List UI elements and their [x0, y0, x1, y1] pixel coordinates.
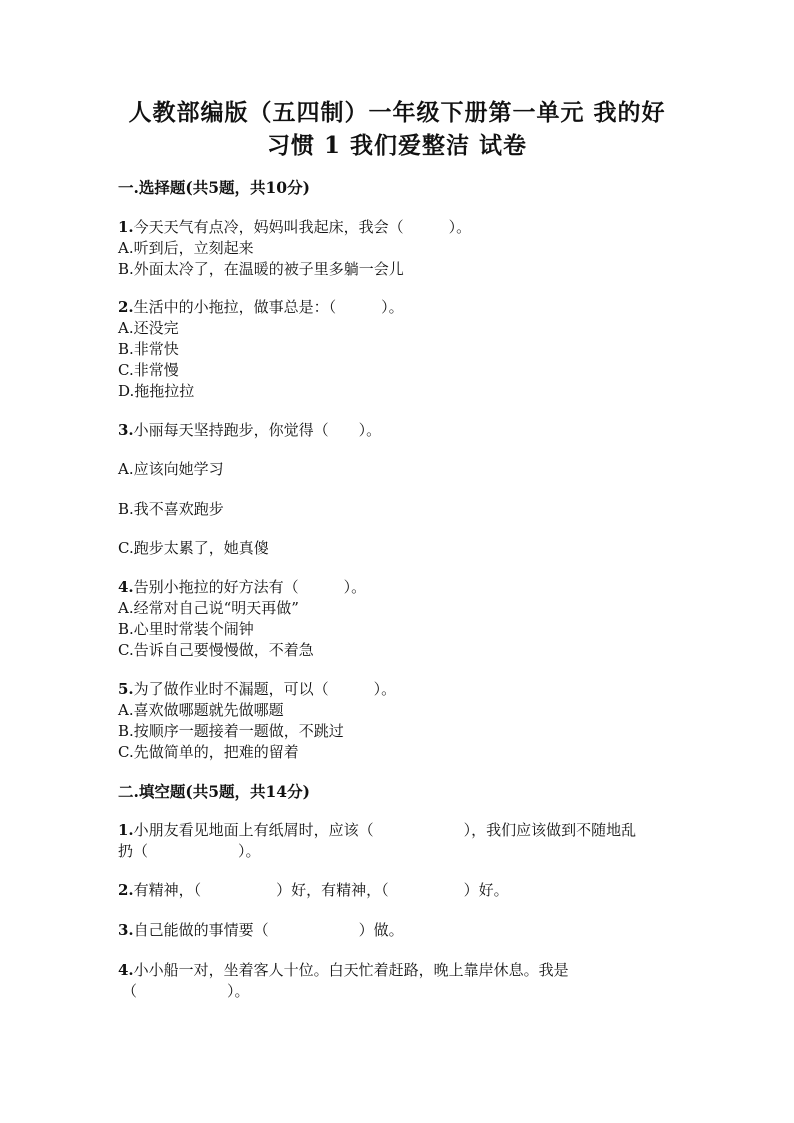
question-text: 告别小拖拉的好方法有（ ）。: [133, 578, 367, 596]
question-number: 1.: [118, 218, 134, 236]
choice-option: C.先做简单的，把难的留着: [118, 743, 299, 761]
question-text: 为了做作业时不漏题，可以（ ）。: [133, 680, 397, 698]
choice-question-2: [118, 297, 688, 318]
choice-option: A.喜欢做哪题就先做哪题: [118, 701, 284, 719]
question-text: 小朋友看见地面上有纸屑时，应该（ ），我们应该做到不随地乱: [133, 821, 637, 839]
fill-question-3: [118, 920, 688, 941]
choice-option: B.按顺序一题接着一题做，不跳过: [118, 722, 344, 740]
choice-option: A.听到后，立刻起来: [118, 239, 254, 257]
fill-question-4: [118, 960, 688, 981]
question-text-continued: （ ）。: [122, 982, 250, 1000]
question-text: 小小船一对，坐着客人十位。白天忙着赶路，晚上靠岸休息。我是: [133, 961, 569, 979]
question-text: 生活中的小拖拉，做事总是：（ ）。: [133, 298, 404, 316]
section-heading-fill-blank: 二.填空题(共5题，共14分): [118, 782, 310, 801]
fill-question-1: [118, 820, 688, 841]
choice-option: B.非常快: [118, 340, 179, 358]
question-number: 3.: [118, 921, 134, 939]
choice-question-4: [118, 577, 688, 598]
question-number: 2.: [118, 298, 134, 316]
choice-option: C.告诉自己要慢慢做，不着急: [118, 641, 314, 659]
question-number: 4.: [118, 578, 134, 596]
question-number: 1.: [118, 821, 134, 839]
question-text: 有精神，（ ）好，有精神，（ ）好。: [133, 881, 509, 899]
section-heading-choice: 一.选择题(共5题，共10分): [118, 178, 310, 197]
question-text-continued: 扔（ ）。: [118, 842, 261, 860]
choice-option: A.还没完: [118, 319, 179, 337]
choice-option: B.心里时常装个闹钟: [118, 620, 254, 638]
choice-option: C.非常慢: [118, 361, 179, 379]
choice-option: C.跑步太累了，她真傻: [118, 539, 269, 557]
fill-question-2: [118, 880, 688, 901]
question-number: 2.: [118, 881, 134, 899]
page-title-line-1: 人教部编版（五四制）一年级下册第一单元 我的好: [128, 99, 666, 126]
question-number: 3.: [118, 421, 134, 439]
question-number: 5.: [118, 680, 134, 698]
question-text: 今天天气有点冷，妈妈叫我起床，我会（ ）。: [133, 218, 472, 236]
page-title-line-2: 习惯 1 我们爱整洁 试卷: [266, 132, 528, 159]
choice-option: D.拖拖拉拉: [118, 382, 195, 400]
choice-option: A.经常对自己说“明天再做”: [118, 599, 299, 617]
question-text: 自己能做的事情要（ ）做。: [133, 921, 404, 939]
choice-option: A.应该向她学习: [118, 460, 224, 478]
question-text: 小丽每天坚持跑步，你觉得（ ）。: [133, 421, 382, 439]
choice-option: B.外面太冷了，在温暖的被子里多躺一会儿: [118, 260, 404, 278]
question-number: 4.: [118, 961, 134, 979]
choice-option: B.我不喜欢跑步: [118, 500, 224, 518]
choice-question-5: [118, 679, 688, 700]
choice-question-3: [118, 420, 688, 441]
choice-question-1: [118, 217, 688, 238]
